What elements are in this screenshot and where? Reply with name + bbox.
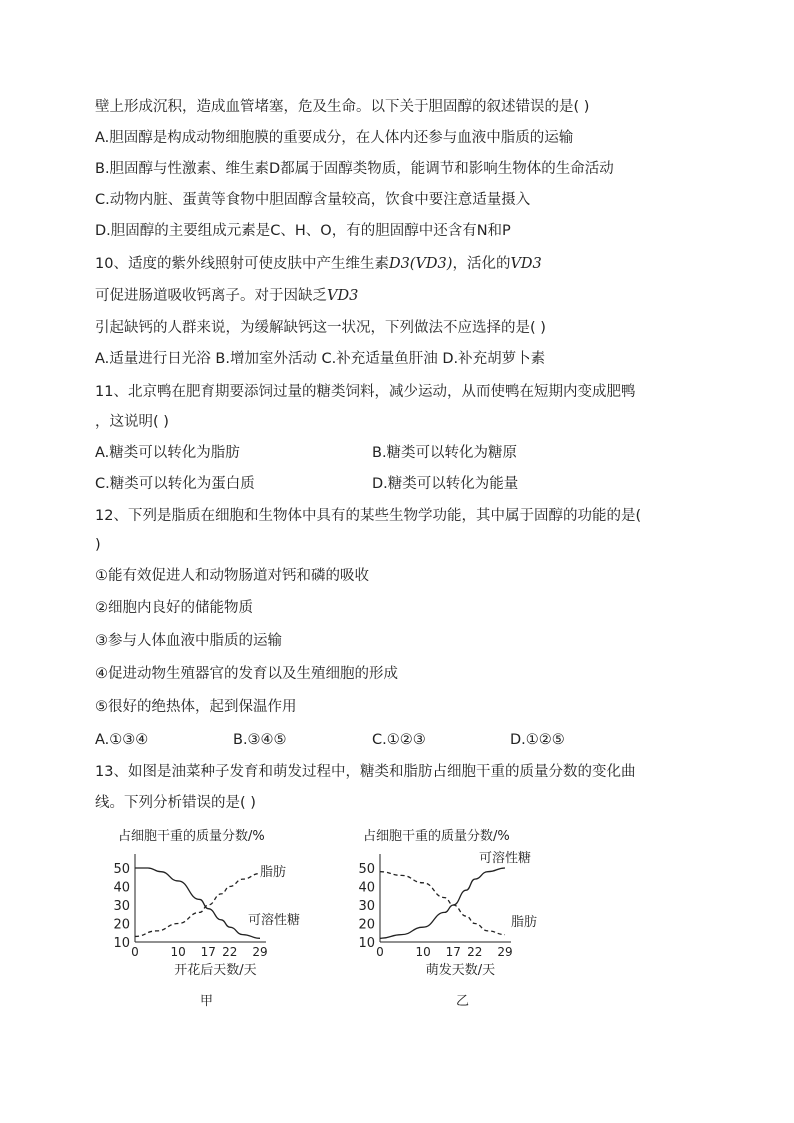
series-line-dashed — [380, 872, 505, 935]
y-tick-label: 30 — [113, 899, 130, 914]
series-line-solid — [135, 868, 260, 938]
q9-option-d: D.胆固醇的主要组成元素是C、H、O，有的胆固醇中还含有N和P — [95, 223, 511, 239]
y-tick-label: 20 — [358, 917, 375, 933]
q10-stem-line3: 引起缺钙的人群来说，为缓解缺钙这一状况，下列做法不应选择的是( ) — [95, 320, 546, 336]
x-tick-label: 0 — [131, 945, 139, 959]
q12-item-1: ①能有效促进人和动物肠道对钙和磷的吸收 — [95, 568, 369, 584]
q12-option-b: B.③④⑤ — [233, 732, 287, 748]
q11-option-d: D.糖类可以转化为能量 — [372, 476, 519, 492]
q10-text-c: 可促进肠道吸收钙离子。对于因缺乏 — [95, 288, 327, 304]
x-tick-label: 29 — [252, 945, 268, 959]
vd3-symbol: VD3 — [510, 256, 542, 272]
x-tick-label: 22 — [222, 945, 238, 959]
y-axis-label: 占细胞干重的质量分数/% — [118, 829, 265, 844]
vd3-formula: D3(VD3) — [388, 256, 453, 272]
q13-stem-line2: 线。下列分析错误的是( ) — [95, 795, 256, 811]
q12-option-d: D.①②⑤ — [510, 732, 565, 748]
series-label: 脂肪 — [260, 865, 287, 880]
x-tick-label: 0 — [376, 945, 384, 959]
q12-option-c: C.①②③ — [372, 732, 426, 748]
q11-option-a: A.糖类可以转化为脂肪 — [95, 445, 240, 461]
y-tick-label: 50 — [113, 862, 130, 877]
q11-stem-line1: 11、北京鸭在肥育期要添饲过量的糖类饲料，减少运动，从而使鸭在短期内变成肥鸭 — [95, 384, 636, 400]
x-tick-label: 17 — [200, 945, 216, 959]
x-tick-label: 10 — [415, 945, 431, 959]
q9-stem-tail: 壁上形成沉积，造成血管堵塞，危及生命。以下关于胆固醇的叙述错误的是( ) — [95, 99, 590, 115]
q12-option-a: A.①③④ — [95, 732, 149, 748]
q11-option-c: C.糖类可以转化为蛋白质 — [95, 476, 255, 492]
y-tick-label: 10 — [358, 936, 375, 951]
chart-jia — [100, 820, 340, 990]
chart-yi — [345, 820, 585, 990]
q10-text-a: 10、适度的紫外线照射可使皮肤中产生维生素 — [95, 256, 389, 272]
q10-options: A.适量进行日光浴 B.增加室外活动 C.补充适量鱼肝油 D.补充胡萝卜素 — [95, 351, 546, 367]
x-tick-label: 10 — [170, 945, 186, 959]
series-line-solid — [380, 868, 505, 938]
x-axis-label: 开花后天数/天 — [174, 963, 257, 978]
q9-option-b: B.胆固醇与性激素、维生素D都属于固醇类物质，能调节和影响生物体的生命活动 — [95, 161, 614, 177]
q11-stem-line2: ，这说明( ) — [95, 414, 169, 430]
q9-option-a: A.胆固醇是构成动物细胞膜的重要成分，在人体内还参与血液中脂质的运输 — [95, 130, 574, 146]
y-tick-label: 40 — [113, 880, 130, 896]
q13-stem-line1: 13、如图是油菜种子发育和萌发过程中，糖类和脂肪占细胞干重的质量分数的变化曲 — [95, 764, 636, 780]
y-tick-label: 40 — [358, 880, 375, 896]
q10-text-b: ，活化的 — [452, 256, 511, 272]
q10-stem-line1 — [95, 254, 542, 274]
y-tick-label: 30 — [358, 899, 375, 914]
caption-jia: 甲 — [200, 994, 214, 1009]
series-label: 脂肪 — [511, 915, 538, 930]
q12-stem-line2: ) — [95, 537, 101, 553]
y-tick-label: 10 — [113, 936, 130, 951]
q9-option-c: C.动物内脏、蛋黄等食物中胆固醇含量较高，饮食中要注意适量摄入 — [95, 192, 531, 208]
caption-yi: 乙 — [456, 994, 470, 1009]
y-tick-label: 50 — [358, 862, 375, 877]
q12-item-4: ④促进动物生殖器官的发育以及生殖细胞的形成 — [95, 666, 398, 682]
x-axis-label: 萌发天数/天 — [425, 963, 496, 978]
y-axis-label: 占细胞干重的质量分数/% — [363, 829, 510, 844]
x-tick-label: 17 — [445, 945, 461, 959]
series-label: 可溶性糖 — [248, 913, 301, 928]
q12-stem-line1: 12、下列是脂质在细胞和生物体中具有的某些生物学功能，其中属于固醇的功能的是( — [95, 508, 642, 524]
vd3-symbol-2: VD3 — [327, 288, 359, 304]
x-tick-label: 29 — [497, 945, 513, 959]
q12-item-3: ③参与人体血液中脂质的运输 — [95, 633, 282, 649]
q12-item-5: ⑤很好的绝热体，起到保温作用 — [95, 699, 297, 715]
y-tick-label: 20 — [113, 917, 130, 933]
x-tick-label: 22 — [467, 945, 483, 959]
q12-item-2: ②细胞内良好的储能物质 — [95, 600, 253, 616]
series-line-dashed — [135, 874, 260, 937]
q10-stem-line2 — [95, 286, 358, 306]
series-label: 可溶性糖 — [479, 851, 532, 866]
q11-option-b: B.糖类可以转化为糖原 — [372, 445, 518, 461]
